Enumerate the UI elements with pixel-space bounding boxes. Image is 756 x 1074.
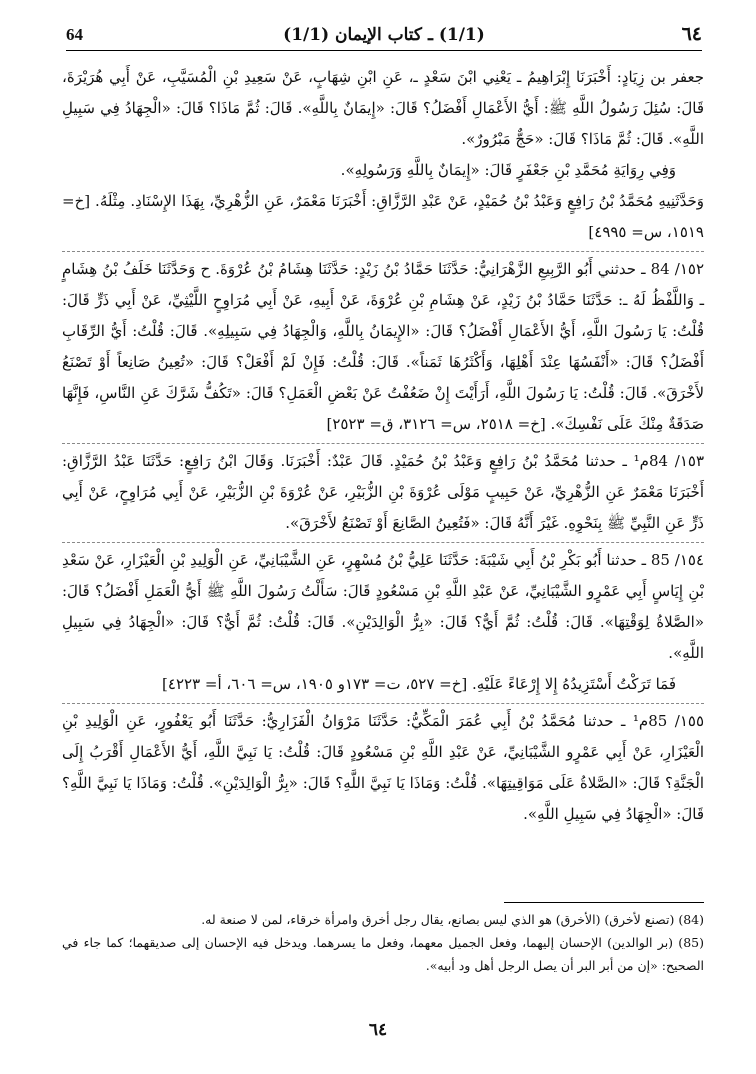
- hadith-text: [62, 62, 704, 830]
- hadith-paragraph: وَحَدَّثَنِيهِ مُحَمَّدُ بْنُ رَافِعٍ وَعَبْدُ بْنُ حُمَيْدٍ، عَنْ عَبْدِ الرَّزَّاقِ: أَخْبَرَنَا مَعْمَرٌ، عَنِ الزُّهْرِيِّ، بِهَذَا الإِسْنَادِ. مِثْلَهُ. [خ= ١٥١٩، س= ٤٩٩٥]: [62, 192, 704, 241]
- hadith-paragraph: ١٥٢/ 84 ـ حدثني أَبُو الرَّبِيعِ الزَّهْرَانِيُّ: حَدَّثَنَا حَمَّادُ بْنُ زَيْدٍ: حَدَّثَنَا هِشَامُ بْنُ عُرْوَةَ. ح وَحَدَّثَنَا خَلَفُ بْنُ هِشَامٍ ـ وَاللَّفْظُ لَهُ ـ: حَدَّثَنَا حَمَّادُ بْنُ زَيْدٍ، عَنْ هِشَامِ بْنِ عُرْوَةَ، عَنْ أَبِيهِ، عَنْ أَبِي مُرَاوِحٍ اللَّيْثِيِّ، عَنْ أَبِي ذَرٍّ قَالَ: قُلْتُ: يَا رَسُولَ اللَّهِ، أَيُّ الأَعْمَالِ أَفْضَلُ؟ قَالَ: «الإِيمَانُ بِاللَّهِ، وَالْجِهَادُ فِي سَبِيلِهِ». قَالَ: قُلْتُ: أَيُّ الرِّقَابِ أَفْضَلُ؟ قَالَ: «أَنْفَسُهَا عِنْدَ أَهْلِهَا، وَأَكْثَرُهَا ثَمَناً». قَالَ: قُلْتُ: فَإِنْ لَمْ أَفْعَلْ؟ قَالَ: «تُعِينُ صَانِعاً أَوْ تَصْنَعُ لأَخْرَقَ». قَالَ: قُلْتُ: يَا رَسُولَ اللَّهِ، أَرَأَيْتَ إِنْ ضَعُفْتُ عَنْ بَعْضِ الْعَمَلِ؟ قَالَ: «تَكُفُّ شَرَّكَ عَنِ النَّاسِ، فَإِنَّهَا صَدَقَةٌ مِنْكَ عَلَى نَفْسِكَ». [خ= ٢٥١٨، س= ٣١٢٦، ق= ٢٥٢٣]: [62, 260, 705, 433]
- footer-page-number: ٦٤: [368, 1020, 388, 1040]
- section-divider: [62, 443, 704, 444]
- footnote: (85) (بر الوالدين) الإحسان إليهما، وفعل الجميل معهما، وفعل ما يسرهما. ويدخل فيه الإحسان إلى صديقهما؛ كما جاء في الصحيح: «إن من أبر البر أن يصل الرجل أهل ود أبيه».: [62, 935, 704, 973]
- running-header: [66, 20, 702, 51]
- section-divider: [62, 251, 704, 252]
- hadith-paragraph: ١٥٥/ 85م¹ ـ حدثنا مُحَمَّدُ بْنُ أَبِي عُمَرَ الْمَكِّيُّ: حَدَّثَنَا مَرْوَانُ الْفَزَارِيُّ: حَدَّثَنَا أَبُو يَعْفُورٍ، عَنِ الْوَلِيدِ بْنِ الْعَيْزَارِ، عَنْ أَبِي عَمْرٍو الشَّيْبَانِيِّ، عَنْ عَبْدِ اللَّهِ بْنِ مَسْعُودٍ قَالَ: قُلْتُ: يَا نَبِيَّ اللَّهِ، أَيُّ الأَعْمَالِ أَقْرَبُ إِلَى الْجَنَّةِ؟ قَالَ: «الصَّلاةُ عَلَى مَوَاقِيتِهَا». قُلْتُ: وَمَاذَا يَا نَبِيَّ اللَّهِ؟ قَالَ: «بِرُّ الْوَالِدَيْنِ». قُلْتُ: وَمَاذَا يَا نَبِيَّ اللَّهِ؟ قَالَ: «الْجِهَادُ فِي سَبِيلِ اللَّهِ».: [62, 712, 704, 823]
- header-page-number-arabic: ٦٤: [681, 23, 702, 45]
- footnote-rule: [504, 902, 704, 903]
- hadith-paragraph: جعفر بن زِيَادٍ: أَخْبَرَنَا إِبْرَاهِيمُ ـ يَعْنِي ابْنَ سَعْدٍ ـ، عَنِ ابْنِ شِهَابٍ، عَنْ سَعِيدِ بْنِ الْمُسَيَّبِ، عَنْ أَبِي هُرَيْرَةَ، قَالَ: سُئِلَ رَسُولُ اللَّهِ ﷺ: أَيُّ الأَعْمَالِ أَفْضَلُ؟ قَالَ: «إِيمَانٌ بِاللَّهِ». قَالَ: ثُمَّ مَاذَا؟ قَالَ: «الْجِهَادُ فِي سَبِيلِ اللَّهِ». قَالَ: ثُمَّ مَاذَا؟ قَالَ: «حَجٌّ مَبْرُورٌ».: [62, 68, 704, 148]
- hadith-paragraph: ١٥٤/ 85 ـ حدثنا أَبُو بَكْرِ بْنُ أَبِي شَيْبَةَ: حَدَّثَنَا عَلِيُّ بْنُ مُسْهِرٍ، عَنِ الشَّيْبَانِيِّ، عَنِ الْوَلِيدِ بْنِ الْعَيْزَارِ، عَنْ سَعْدِ بْنِ إِيَاسٍ أَبِي عَمْرٍو الشَّيْبَانِيِّ، عَنْ عَبْدِ اللَّهِ بْنِ مَسْعُودٍ قَالَ: سَأَلْتُ رَسُولَ اللَّهِ ﷺ أَيُّ الْعَمَلِ أَفْضَلُ؟ قَالَ: «الصَّلاةُ لِوَقْتِهَا». قَالَ: قُلْتُ: ثُمَّ أَيٌّ؟ قَالَ: «بِرُّ الْوَالِدَيْنِ». قَالَ: قُلْتُ: ثُمَّ أَيٌّ؟ قَالَ: «الْجِهَادُ فِي سَبِيلِ اللَّهِ».: [62, 551, 704, 662]
- footnotes: [62, 908, 704, 977]
- footnote: (84) (تصنع لأخرق) (الأخرق) هو الذي ليس بصانع، يقال رجل أخرق وامرأة خرقاء، لمن لا صنعة له.: [201, 912, 704, 927]
- header-title: (1/1) ـ كتاب الإيمان (1/1): [283, 25, 485, 45]
- hadith-paragraph: وَفِي رِوَايَةِ مُحَمَّدِ بْنِ جَعْفَرٍ قَالَ: «إِيمَانٌ بِاللَّهِ وَرَسُولِهِ».: [340, 161, 676, 179]
- section-divider: [62, 703, 704, 704]
- hadith-paragraph: فَمَا تَرَكْتُ أَسْتَزِيدُهُ إِلا إِرْعَاءً عَلَيْهِ. [خ= ٥٢٧، ت= ١٧٣و ١٩٠٥، س= ٦٠٦، أ= ٤٢٢٣]: [162, 675, 676, 693]
- hadith-paragraph: ١٥٣/ 84م¹ ـ حدثنا مُحَمَّدُ بْنُ رَافِعٍ وَعَبْدُ بْنُ حُمَيْدٍ. قَالَ عَبْدٌ: أَخْبَرَنَا. وَقَالَ ابْنُ رَافِعٍ: حَدَّثَنَا عَبْدُ الرَّزَّاقِ: أَخْبَرَنَا مَعْمَرٌ عَنِ الزُّهْرِيِّ، عَنْ حَبِيبٍ مَوْلَى عُرْوَةَ بْنِ الزُّبَيْرِ، عَنْ عُرْوَةَ بْنِ الزُّبَيْرِ، عَنْ أَبِي مُرَاوِحٍ، عَنْ أَبِي ذَرٍّ عَنِ النَّبِيِّ ﷺ بِنَحْوِهِ. غَيْرَ أَنَّهُ قَالَ: «فَتُعِينُ الصَّانِعَ أَوْ تَصْنَعُ لأَخْرَقَ».: [62, 452, 704, 532]
- section-divider: [62, 542, 704, 543]
- header-page-number-latin: 64: [66, 25, 83, 44]
